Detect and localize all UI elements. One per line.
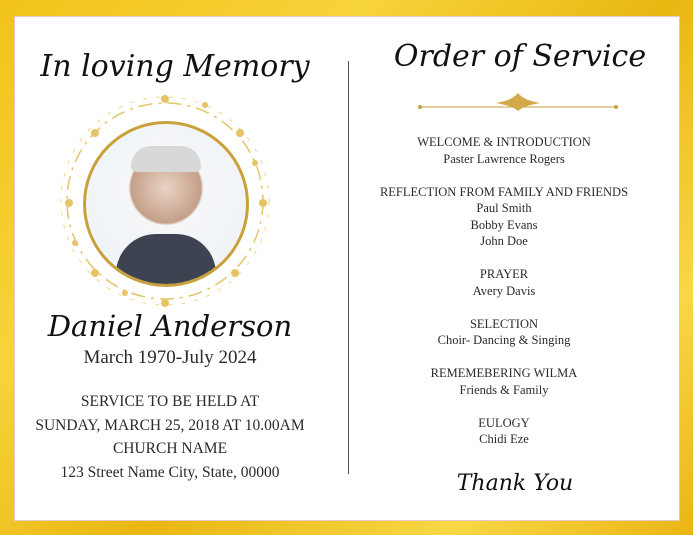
deceased-name: Daniel Anderson <box>47 309 293 343</box>
service-line: SERVICE TO BE HELD AT <box>80 393 260 410</box>
thank-you-text: Thank You <box>456 471 574 496</box>
portrait-photo <box>83 121 249 287</box>
program-item-person: Bobby Evans <box>470 217 538 232</box>
program-item-title: EULOGY <box>478 415 530 430</box>
service-line: SUNDAY, MARCH 25, 2018 AT 10.00AM <box>35 416 305 434</box>
in-loving-memory-heading: In loving Memory <box>40 49 310 84</box>
program-item <box>344 365 664 398</box>
program-item-title: REFLECTION FROM FAMILY AND FRIENDS <box>379 184 629 199</box>
service-program-list <box>344 134 664 464</box>
program-item <box>344 415 664 448</box>
program-item-title: PRAYER <box>479 267 529 281</box>
life-dates: March 1970-July 2024 <box>83 347 257 368</box>
program-item-person: Friends & Family <box>459 382 549 397</box>
ornament-divider-icon <box>418 91 618 115</box>
program-item-person: Paster Lawrence Rogers <box>443 151 565 166</box>
program-item-person: John Doe <box>480 234 528 248</box>
program-item-person: Choir- Dancing & Singing <box>437 333 571 347</box>
service-line: CHURCH NAME <box>112 440 228 457</box>
service-line: 123 Street Name City, State, 00000 <box>60 463 280 481</box>
program-item-person: Avery Davis <box>472 283 536 298</box>
program-item-person: Paul Smith <box>476 201 532 215</box>
service-details <box>15 390 325 484</box>
program-card <box>14 16 680 521</box>
program-item <box>344 316 664 349</box>
program-item <box>344 134 664 167</box>
program-item-title: REMEMEBERING WILMA <box>430 366 578 380</box>
program-item <box>344 266 664 299</box>
program-item-person: Chidi Eze <box>479 432 529 446</box>
program-item <box>344 184 664 250</box>
program-item-title: SELECTION <box>469 316 539 331</box>
order-of-service-heading: Order of Service <box>393 39 647 74</box>
program-item-title: WELCOME & INTRODUCTION <box>417 135 591 149</box>
